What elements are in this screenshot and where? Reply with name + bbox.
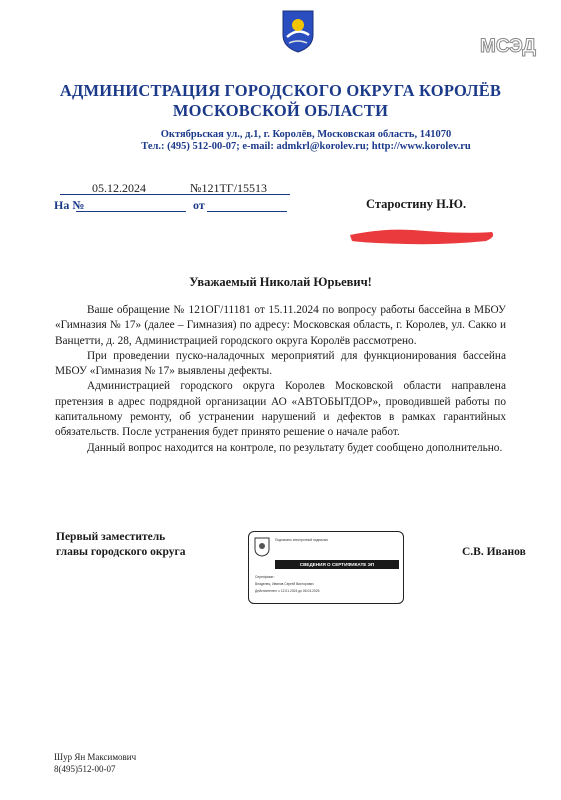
e-signature-stamp: [248, 531, 404, 604]
paragraph: Ваше обращение № 121ОГ/11181 от 15.11.2024 по вопросу работы бассейна в МБОУ «Гимназия № 17» (далее – Гимназия) по адресу: Московская область, г. Королев, ул. Сакко и Ванцетти, д. 28, Администрацией городского округа Королёв рассмотрено.: [55, 304, 506, 347]
date-underline: [60, 194, 185, 195]
organization-region: МОСКОВСКОЙ ОБЛАСТИ: [172, 101, 389, 120]
crest-icon: [254, 537, 270, 557]
stamp-caption: Подписано электронной подписью: [275, 538, 328, 542]
executor-phone: 8(495)512-00-07: [54, 764, 116, 774]
organization-title: АДМИНИСТРАЦИЯ ГОРОДСКОГО ОКРУГА КОРОЛЁВ: [59, 81, 502, 100]
salutation: Уважаемый Николай Юрьевич!: [189, 275, 372, 289]
msed-text: МСЭД: [480, 36, 536, 57]
redaction-mark: [346, 225, 496, 247]
stamp-owner: Владелец: Иванов Сергей Викторович: [255, 582, 314, 586]
paragraph: При проведении пуско-наладочных мероприятий для функционирования бассейна МБОУ «Гимназия № 17» выявлены дефекты.: [55, 349, 506, 378]
letter-date: 05.12.2024: [92, 181, 146, 195]
stamp-header: СВЕДЕНИЯ О СЕРТИФИКАТЕ ЭП: [275, 560, 399, 569]
organization-address: Октябрьская ул., д.1, г. Королёв, Московская область, 141070: [160, 129, 452, 140]
number-underline: [180, 194, 290, 195]
recipient-name: Старостину Н.Ю.: [366, 197, 467, 211]
letter-body: [55, 303, 506, 456]
incoming-date-label: от: [193, 198, 205, 212]
incoming-date-underline: [207, 211, 287, 212]
incoming-number-label: На №: [54, 198, 85, 212]
executor-name: Шур Ян Максимович: [54, 752, 137, 762]
organization-contacts: Тел.: (495) 512-00-07; e-mail: admkrl@korolev.ru; http://www.korolev.ru: [141, 141, 471, 152]
signer-name: С.В. Иванов: [462, 546, 526, 558]
stamp-certificate: Сертификат:: [255, 575, 275, 579]
paragraph: Администрацией городского округа Королев Московской области направлена претензия в адрес подрядной организации АО «АВТОБЫТДОР», проводившей работы по капитальному ремонту, об устранении нарушений и дефектов в рамках гарантийных обязательств. После устранения будет принято решение о начале работ.: [55, 380, 506, 439]
signer-position-line2: главы городского округа: [56, 546, 186, 558]
stamp-validity: Действителен: с 12.01.2024 до 06.04.2025: [255, 589, 320, 593]
msed-mark: [478, 33, 544, 57]
paragraph: Данный вопрос находится на контроле, по результату будет сообщено дополнительно.: [87, 441, 503, 454]
signer-position: Первый заместитель: [56, 531, 166, 543]
coat-of-arms-icon: [281, 9, 315, 53]
outgoing-number: №121ТГ/15513: [190, 181, 268, 195]
incoming-number-underline: [76, 211, 186, 212]
